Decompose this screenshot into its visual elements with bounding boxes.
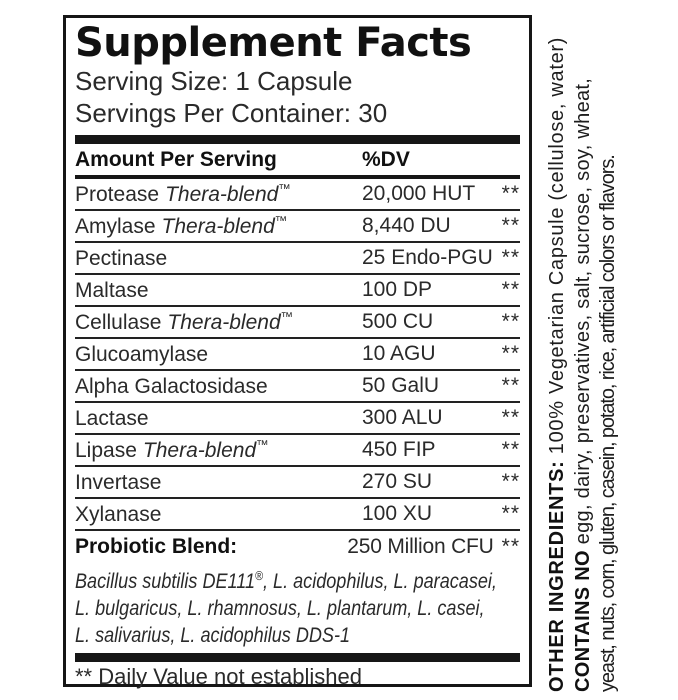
table-row-glucoamylase: [75, 339, 520, 371]
table-row-maltase: [75, 275, 520, 307]
ingredient-dv: **: [501, 406, 520, 429]
table-row-xylanase: [75, 499, 520, 531]
strains-line-1: Bacillus subtilis DE111®, L. acidophilus, L. paracasei,: [75, 569, 497, 593]
ingredient-amount: 10 AGU: [362, 342, 436, 365]
table-row-lactase: [75, 403, 520, 435]
table-row-pectinase: [75, 243, 520, 275]
table-header: [75, 144, 520, 179]
ingredient-name: Maltase: [75, 278, 149, 302]
trademark-symbol: ™: [278, 181, 291, 196]
ingredient-name: Lipase Thera-blend™: [75, 437, 269, 462]
blend-name: Thera-blend: [161, 214, 275, 238]
ingredient-name: Pectinase: [75, 246, 168, 270]
registered-symbol: ®: [255, 569, 264, 583]
probiotic-blend-name: Probiotic Blend:: [75, 535, 238, 558]
ingredient-amount: 500 CU: [362, 310, 434, 333]
ingredient-name: Cellulase Thera-blend™: [75, 309, 294, 334]
other-ingredients-line: OTHER INGREDIENTS: 100% Vegetarian Capsule (cellulose, water): [546, 36, 568, 692]
ingredient-dv: **: [501, 342, 520, 365]
ingredient-amount: 50 GalU: [362, 374, 440, 397]
table-row-invertase: [75, 467, 520, 499]
ingredient-dv: **: [501, 438, 520, 461]
probiotic-dv: **: [501, 535, 520, 558]
ingredient-amount: 20,000 HUT: [362, 182, 476, 205]
ingredient-dv: **: [501, 374, 520, 397]
ingredient-dv: **: [501, 246, 520, 269]
trademark-symbol: ™: [280, 309, 294, 324]
ingredient-dv: **: [501, 214, 520, 237]
ingredient-amount: 100 XU: [362, 502, 433, 525]
allergen-list-line: yeast, nuts, corn, gluten, casein, potato, rice, artificial colors or flavors.: [597, 155, 619, 692]
thick-divider-bottom: [75, 653, 520, 662]
ingredient-amount: 100 DP: [362, 278, 433, 301]
strains-line-3: L. salivarius, L. acidophilus DDS-1: [75, 624, 351, 647]
table-row-alpha-galactosidase: [75, 371, 520, 403]
trademark-symbol: ™: [256, 437, 269, 452]
ingredient-amount: 8,440 DU: [362, 214, 451, 237]
ingredient-dv: **: [501, 182, 520, 205]
servings-per-container: Servings Per Container: 30: [75, 98, 388, 128]
table-row-probiotic-blend: [75, 531, 520, 563]
ingredient-dv: **: [501, 278, 520, 301]
ingredient-name: Alpha Galactosidase: [75, 374, 268, 398]
supplement-facts-panel: [63, 15, 532, 687]
ingredient-name: Lactase: [75, 406, 149, 430]
ingredient-amount: 450 FIP: [362, 438, 436, 461]
strains-line-2: L. bulgaricus, L. rhamnosus, L. plantarum, L. casei,: [75, 597, 485, 620]
ingredient-name: Protease Thera-blend™: [75, 181, 291, 206]
column-header-percent-dv: %DV: [362, 147, 410, 171]
probiotic-amount: 250 Million CFU: [347, 535, 494, 558]
panel-title: Supplement Facts: [75, 20, 472, 66]
table-row-cellulase: [75, 307, 520, 339]
ingredient-name: Glucoamylase: [75, 342, 209, 366]
ingredient-amount: 270 SU: [362, 470, 433, 493]
contains-no-line: CONTAINS NO egg, dairy, preservatives, salt, sucrose, soy, wheat,: [571, 77, 594, 692]
ingredient-amount: 25 Endo-PGU: [362, 246, 493, 269]
probiotic-blend-value: [347, 535, 520, 559]
serving-size: Serving Size: 1 Capsule: [75, 66, 353, 96]
ingredient-name: Amylase Thera-blend™: [75, 213, 288, 238]
ingredient-name: Xylanase: [75, 502, 162, 526]
ingredient-name: Invertase: [75, 470, 162, 494]
blend-name: Thera-blend: [142, 438, 257, 462]
ingredient-dv: **: [501, 502, 520, 525]
ingredient-amount: 300 ALU: [362, 406, 443, 429]
blend-name: Thera-blend: [165, 182, 279, 206]
table-row-protease: [75, 179, 520, 211]
column-header-amount-per-serving: Amount Per Serving: [75, 147, 277, 171]
table-row-lipase: [75, 435, 520, 467]
table-row-amylase: [75, 211, 520, 243]
trademark-symbol: ™: [274, 213, 288, 228]
ingredient-dv: **: [501, 470, 520, 493]
ingredient-dv: **: [501, 310, 520, 333]
thick-divider-top: [75, 135, 520, 144]
daily-value-footnote: ** Daily Value not established: [75, 664, 362, 689]
other-ingredients-label: OTHER INGREDIENTS:: [546, 460, 568, 692]
blend-name: Thera-blend: [167, 310, 281, 334]
other-ingredients-vertical-text: [545, 0, 622, 692]
contains-no-label: CONTAINS NO: [571, 550, 594, 692]
probiotic-strains-list: [75, 563, 519, 649]
